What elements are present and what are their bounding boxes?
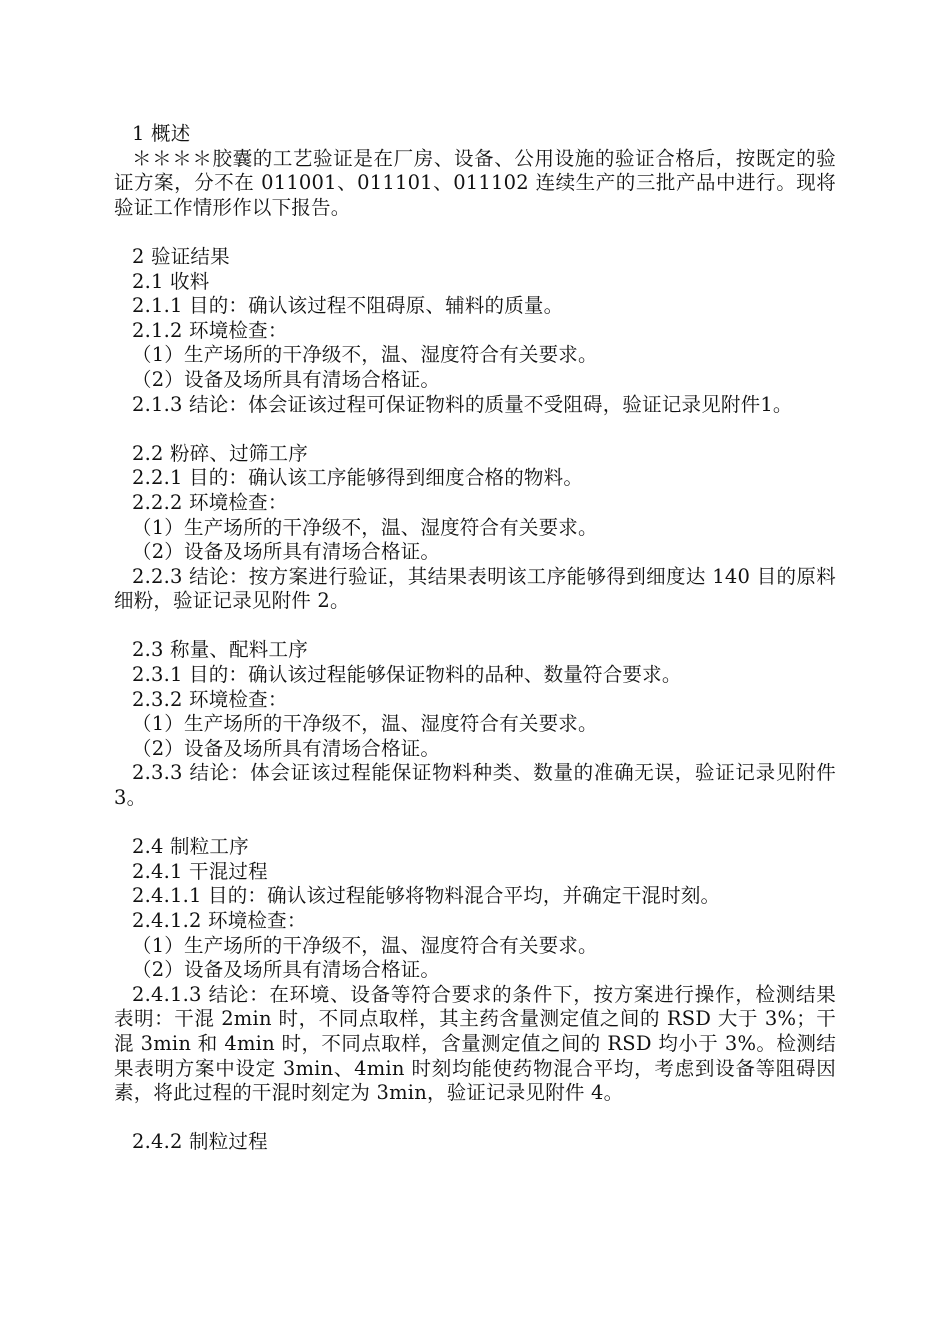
subsection-heading: 2.3 称量、配料工序 <box>132 638 308 662</box>
section-heading: 2 验证结果 <box>132 244 230 268</box>
conclusion-paragraph: 2.4.1.3 结论：在环境、设备等符合要求的条件下，按方案进行操作，检测结果表明：干混 2min 时，不同点取样，其主药含量测定值之间的 RSD 大于 3%；干混 3min 和 4min 时，不同点取样，含量测定值之间的 RSD 均小于 3%。检测结果表明方案中设定 3min、4min 时刻均能使药物混合平均，考虑到设备等阻碍因素，将此过程的干混时刻定为 3min，验证记录见附件 4。 <box>114 982 836 1105</box>
blank-line <box>114 1106 836 1131</box>
purpose-line: 2.1.1 目的：确认该过程不阻碍原、辅料的质量。 <box>132 294 564 318</box>
check-item: （2）设备及场所具有清场合格证。 <box>132 958 441 982</box>
document-body <box>114 122 836 1155</box>
subsubsection-heading: 2.4.2 制粒过程 <box>132 1130 268 1154</box>
section-heading: 1 概述 <box>132 122 191 145</box>
subsection-heading: 2.4 制粒工序 <box>132 835 249 859</box>
check-heading: 2.4.1.2 环境检查： <box>132 909 307 932</box>
subsection-heading: 2.1 收料 <box>132 269 210 293</box>
check-heading: 2.3.2 环境检查： <box>132 687 288 711</box>
check-item: （1）生产场所的干净级不，温、湿度符合有关要求。 <box>132 712 598 736</box>
overview-paragraph: ＊＊＊＊胶囊的工艺验证是在厂房、设备、公用设施的验证合格后，按既定的验证方案，分不在 011001、011101、011102 连续生产的三批产品中进行。现将验证工作情形作以下报告。 <box>114 146 836 219</box>
purpose-line: 2.2.1 目的：确认该工序能够得到细度合格的物料。 <box>132 466 584 490</box>
conclusion-paragraph: 2.1.3 结论：体会证该过程可保证物料的质量不受阻碍，验证记录见附件1。 <box>132 392 793 416</box>
check-heading: 2.2.2 环境检查： <box>132 490 288 514</box>
blank-line <box>114 811 836 836</box>
check-item: （1）生产场所的干净级不，温、湿度符合有关要求。 <box>132 343 598 367</box>
purpose-line: 2.4.1.1 目的：确认该过程能够将物料混合平均，并确定干混时刻。 <box>132 884 721 908</box>
check-item: （2）设备及场所具有清场合格证。 <box>132 540 441 564</box>
subsection-heading: 2.2 粉碎、过筛工序 <box>132 441 308 465</box>
conclusion-paragraph: 2.2.3 结论：按方案进行验证，其结果表明该工序能够得到细度达 140 目的原料细粉，验证记录见附件 2。 <box>114 564 836 613</box>
check-item: （2）设备及场所具有清场合格证。 <box>132 367 441 391</box>
check-heading: 2.1.2 环境检查： <box>132 318 288 342</box>
blank-line <box>114 220 836 245</box>
check-item: （1）生产场所的干净级不，温、湿度符合有关要求。 <box>132 933 598 957</box>
check-item: （1）生产场所的干净级不，温、湿度符合有关要求。 <box>132 515 598 539</box>
subsubsection-heading: 2.4.1 干混过程 <box>132 859 268 883</box>
purpose-line: 2.3.1 目的：确认该过程能够保证物料的品种、数量符合要求。 <box>132 663 682 687</box>
check-item: （2）设备及场所具有清场合格证。 <box>132 736 441 760</box>
conclusion-paragraph: 2.3.3 结论：体会证该过程能保证物料种类、数量的准确无误，验证记录见附件 3。 <box>114 761 836 810</box>
blank-line <box>114 614 836 639</box>
blank-line <box>114 417 836 442</box>
